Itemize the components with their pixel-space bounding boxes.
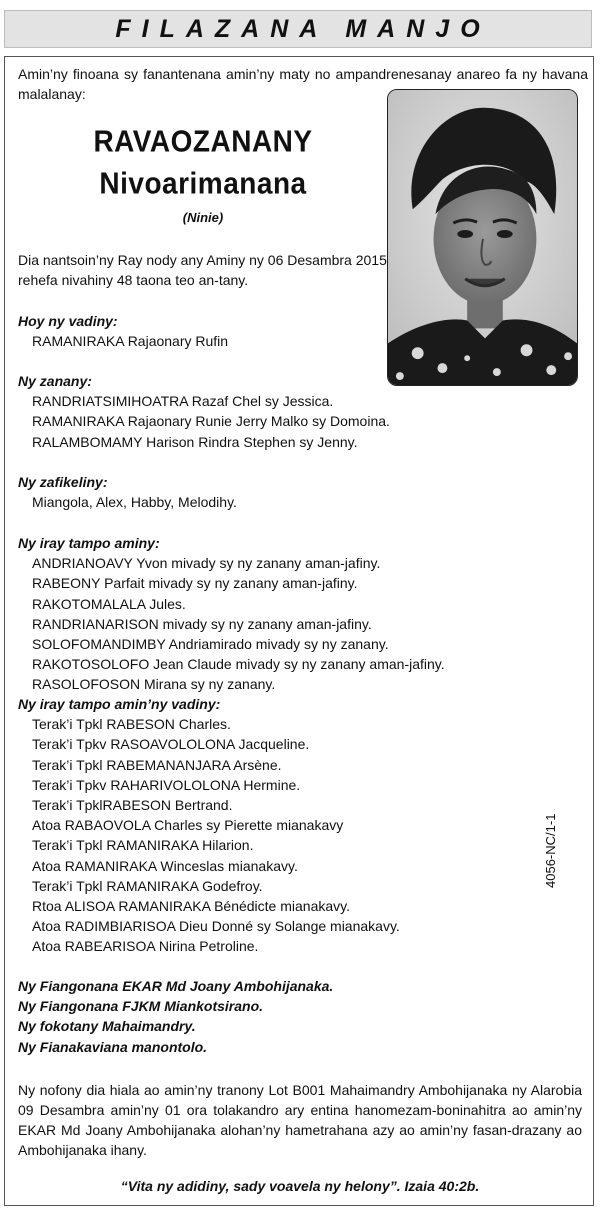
list-item: RANDRIATSIMIHOATRA Razaf Chel sy Jessica. bbox=[32, 393, 334, 410]
section-siblings bbox=[18, 533, 445, 695]
church-list bbox=[18, 976, 333, 1057]
list-item: RASOLOFOSON Mirana sy ny zanany. bbox=[32, 676, 276, 693]
section-spouse bbox=[18, 311, 228, 351]
list-item: Terak’i Tpkl RAMANIRAKA Godefroy. bbox=[32, 877, 263, 894]
portrait-photo bbox=[387, 89, 578, 386]
section-title: Ny iray tampo aminy: bbox=[18, 535, 160, 551]
list-item: Atoa RABAOVOLA Charles sy Pierette mianakavy bbox=[32, 817, 344, 834]
church-item: Ny Fiangonana EKAR Md Joany Ambohijanaka. bbox=[18, 978, 334, 994]
list-item: Terak’i TpklRABESON Bertrand. bbox=[32, 797, 233, 814]
church-item: Ny Fiangonana FJKM Miankotsirano. bbox=[18, 998, 264, 1015]
intro-text: Amin’ny finoana sy fanantenana amin’ny maty no ampandrenesanay anareo fa ny havana malalanay: bbox=[18, 66, 588, 102]
bible-quote: “Vita ny adidiny, sady voavela ny helony”. Izaia 40:2b. bbox=[120, 1178, 480, 1194]
section-title: Ny zafikeliny: bbox=[18, 474, 108, 490]
death-line: Dia nantsoin’ny Ray nody any Aminy ny 06 Desambra 2015 bbox=[18, 252, 387, 268]
list-item: RAMANIRAKA Rajaonary Rufin bbox=[32, 333, 229, 350]
list-item: Rtoa ALISOA RAMANIRAKA Bénédicte mianakavy. bbox=[32, 898, 351, 915]
list-item: Miangola, Alex, Habby, Melodihy. bbox=[32, 494, 237, 511]
list-item: Atoa RAMANIRAKA Winceslas mianakavy. bbox=[32, 857, 298, 874]
list-item: ANDRIANOAVY Yvon mivady sy ny zanany aman-jafiny. bbox=[32, 555, 381, 572]
list-item: SOLOFOMANDIMBY Andriamirado mivady sy ny zanany. bbox=[32, 636, 389, 653]
list-item: RALAMBOMAMY Harison Rindra Stephen sy Jenny. bbox=[32, 433, 358, 450]
portrait-icon bbox=[388, 90, 577, 385]
church-item: Ny Fianakaviana manontolo. bbox=[18, 1038, 208, 1055]
funeral-notice: Ny nofony dia hiala ao amin’ny tranony Lot B001 Mahaimandry Ambohijanaka ny Alarobia 09 Desambra amin’ny 01 ora tolakandro ary entina hanomezam-boninahitra ao amin’ny EKAR Md Joany Ambohijanaka alohan’ny hametrahana azy ao amin’ny fasan-drazany ao Ambohijanaka ihany. bbox=[18, 1082, 582, 1158]
list-item: Terak’i Tpkl RABEMANANJARA Arsène. bbox=[32, 756, 282, 773]
deceased-nickname: (Ninie) bbox=[182, 210, 224, 225]
list-item: Terak’i Tpkv RASOAVOLOLONA Jacqueline. bbox=[32, 736, 310, 753]
section-title: Ny iray tampo amin’ny vadiny: bbox=[18, 696, 221, 712]
list-item: Atoa RADIMBIARISOA Dieu Donné sy Solange mianakavy. bbox=[32, 918, 400, 935]
church-item: Ny fokotany Mahaimandry. bbox=[18, 1018, 196, 1035]
list-item: Atoa RABEARISOA Nirina Petroline. bbox=[32, 938, 259, 955]
deceased-given-name: Nivoarimanana bbox=[99, 166, 307, 201]
header-banner bbox=[4, 10, 592, 48]
section-spouse-siblings bbox=[18, 694, 400, 957]
list-item: RANDRIANARISON mivady sy ny zanany aman-jafiny. bbox=[32, 615, 372, 632]
section-title: Ny zanany: bbox=[18, 373, 92, 389]
page-title: FILAZANA MANJO bbox=[115, 14, 491, 43]
list-item: RAMANIRAKA Rajaonary Runie Jerry Malko sy Domoina. bbox=[32, 413, 390, 430]
section-children bbox=[18, 371, 390, 452]
deceased-surname: RAVAOZANANY bbox=[93, 124, 313, 159]
reference-code-wrapper bbox=[543, 780, 600, 900]
list-item: Terak’i Tpkl RAMANIRAKA Hilarion. bbox=[32, 837, 254, 854]
section-grandchildren bbox=[18, 472, 237, 512]
reference-code: 4056-NC/1-1 bbox=[543, 813, 558, 888]
list-item: Terak’i Tpkl RABESON Charles. bbox=[32, 716, 231, 733]
list-item: RABEONY Parfait mivady sy ny zanany aman-jafiny. bbox=[32, 575, 358, 592]
list-item: Terak’i Tpkv RAHARIVOLOLONA Hermine. bbox=[32, 776, 301, 793]
list-item: RAKOTOSOLOFO Jean Claude mivady sy ny zanany aman-jafiny. bbox=[32, 656, 445, 673]
death-announcement bbox=[18, 250, 388, 290]
death-line: rehefa nivahiny 48 taona teo an-tany. bbox=[18, 272, 249, 288]
section-title: Hoy ny vadiny: bbox=[18, 313, 118, 329]
list-item: RAKOTOMALALA Jules. bbox=[32, 595, 186, 612]
